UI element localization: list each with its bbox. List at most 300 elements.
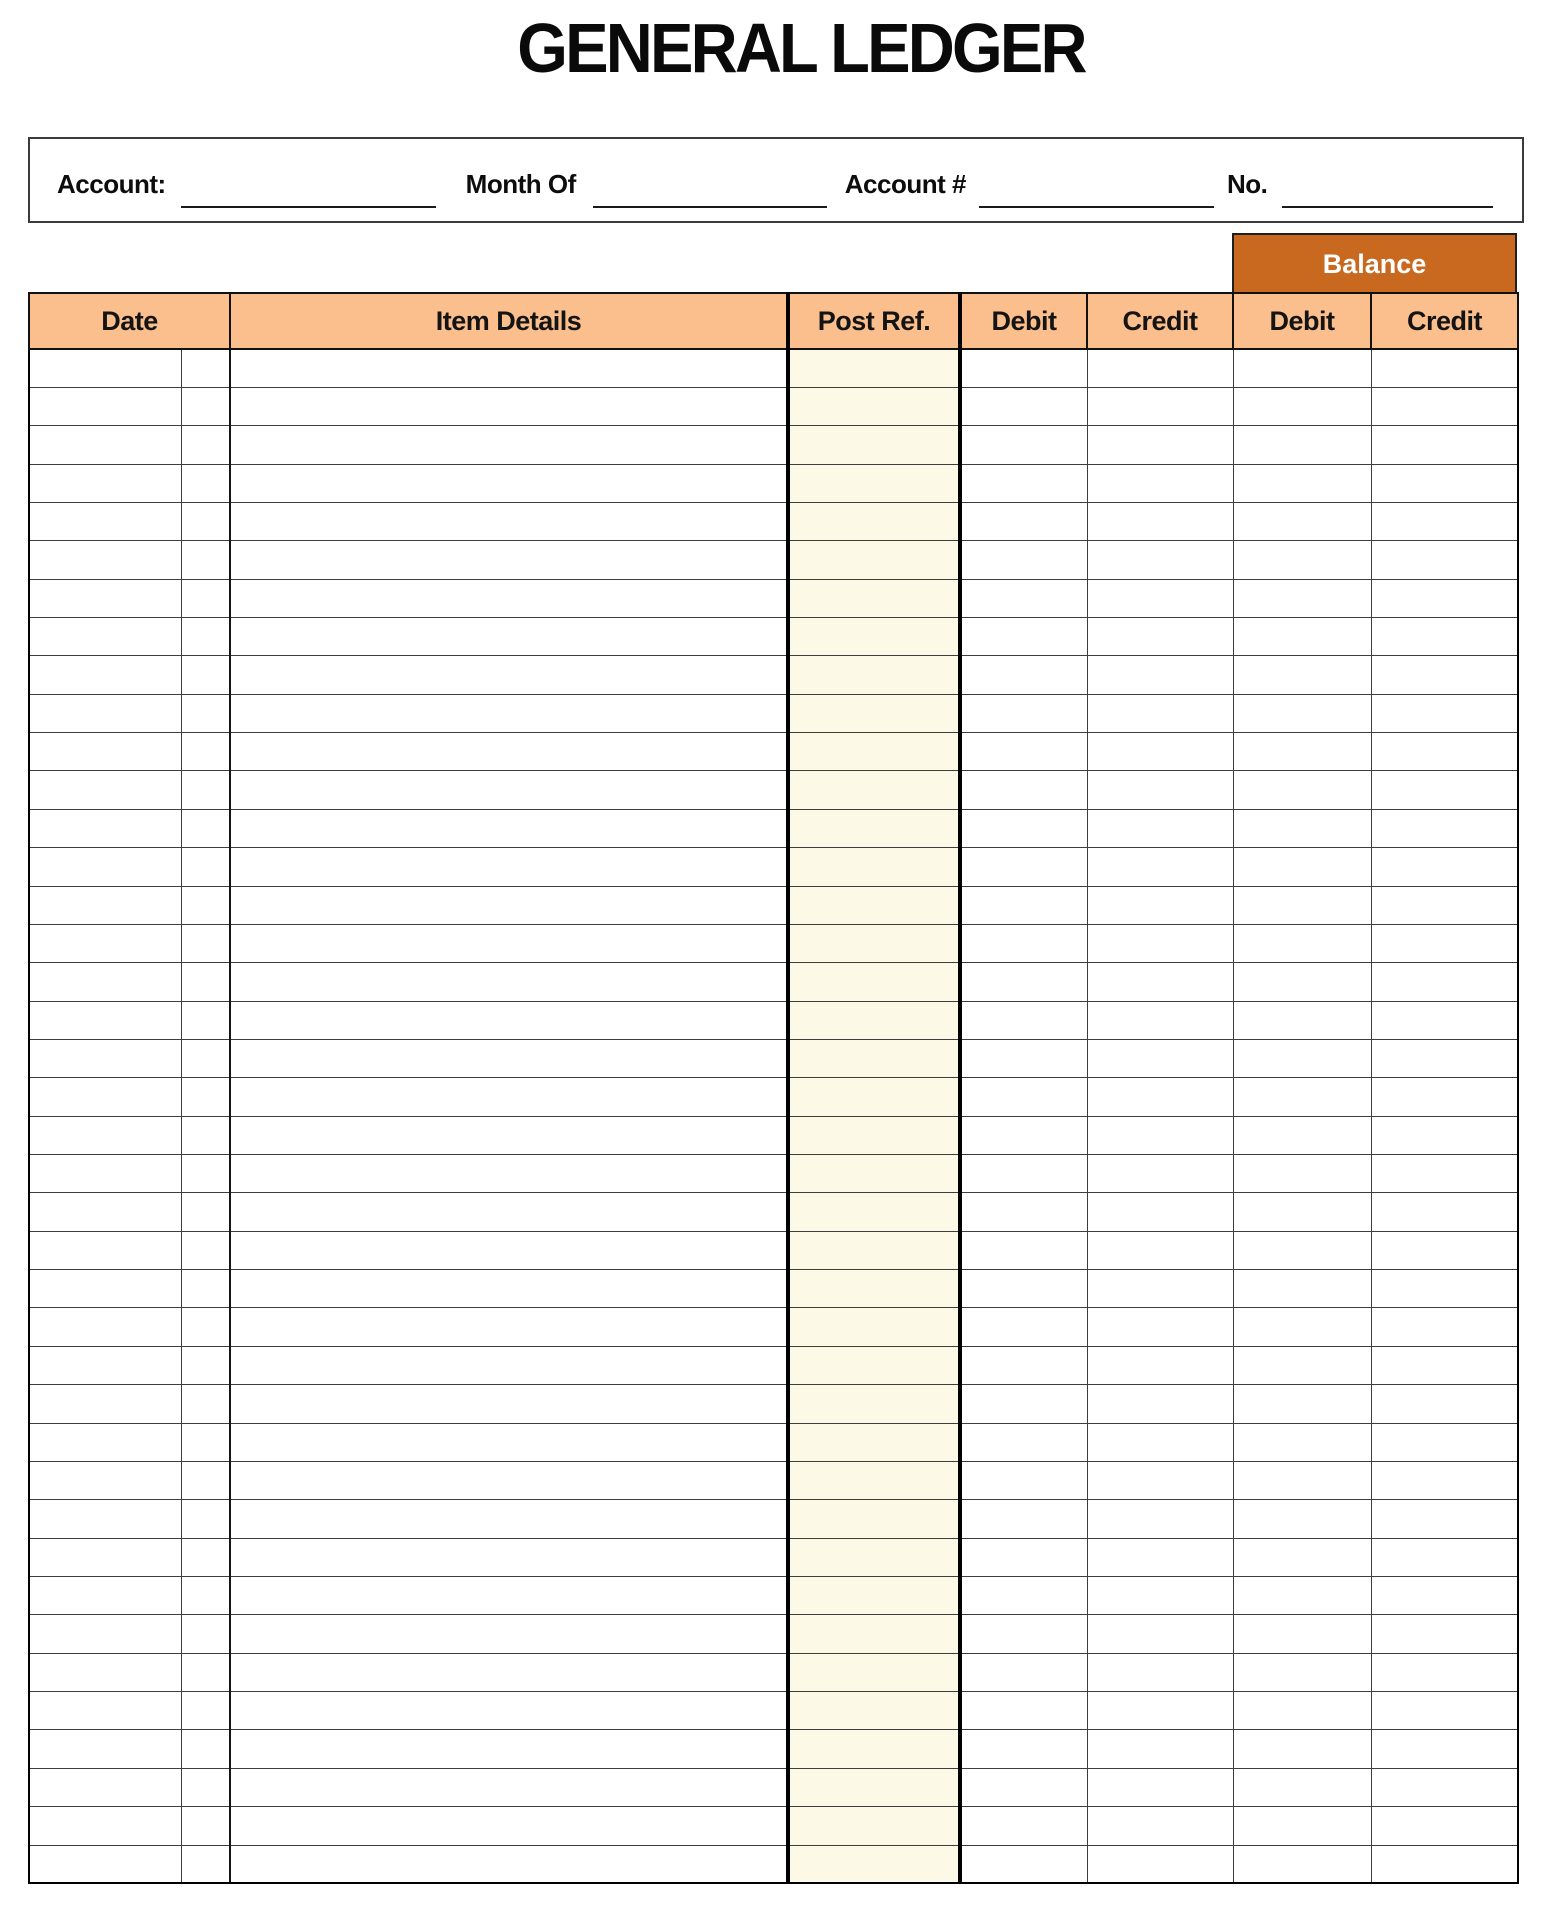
cell-date-day[interactable] bbox=[181, 1692, 230, 1730]
cell-item-details[interactable] bbox=[230, 1116, 788, 1154]
cell-debit[interactable] bbox=[960, 1730, 1087, 1768]
cell-credit[interactable] bbox=[1087, 924, 1233, 962]
cell-balance-credit[interactable] bbox=[1371, 1116, 1518, 1154]
cell-date-month[interactable] bbox=[29, 656, 181, 694]
cell-date-day[interactable] bbox=[181, 656, 230, 694]
cell-date-day[interactable] bbox=[181, 1423, 230, 1461]
cell-date-day[interactable] bbox=[181, 1039, 230, 1077]
cell-date-day[interactable] bbox=[181, 1001, 230, 1039]
cell-post-ref[interactable] bbox=[788, 618, 960, 656]
cell-credit[interactable] bbox=[1087, 694, 1233, 732]
cell-post-ref[interactable] bbox=[788, 1039, 960, 1077]
cell-item-details[interactable] bbox=[230, 349, 788, 387]
cell-balance-debit[interactable] bbox=[1233, 541, 1371, 579]
cell-debit[interactable] bbox=[960, 1116, 1087, 1154]
cell-balance-debit[interactable] bbox=[1233, 579, 1371, 617]
cell-date-month[interactable] bbox=[29, 1538, 181, 1576]
cell-item-details[interactable] bbox=[230, 1193, 788, 1231]
cell-debit[interactable] bbox=[960, 1078, 1087, 1116]
cell-item-details[interactable] bbox=[230, 1308, 788, 1346]
cell-credit[interactable] bbox=[1087, 1692, 1233, 1730]
cell-post-ref[interactable] bbox=[788, 1193, 960, 1231]
cell-date-day[interactable] bbox=[181, 1577, 230, 1615]
cell-balance-debit[interactable] bbox=[1233, 1768, 1371, 1806]
cell-debit[interactable] bbox=[960, 809, 1087, 847]
cell-post-ref[interactable] bbox=[788, 1346, 960, 1384]
cell-balance-debit[interactable] bbox=[1233, 1385, 1371, 1423]
cell-credit[interactable] bbox=[1087, 1078, 1233, 1116]
cell-item-details[interactable] bbox=[230, 1078, 788, 1116]
cell-credit[interactable] bbox=[1087, 426, 1233, 464]
cell-date-day[interactable] bbox=[181, 1078, 230, 1116]
cell-balance-debit[interactable] bbox=[1233, 1461, 1371, 1499]
cell-date-day[interactable] bbox=[181, 809, 230, 847]
cell-balance-credit[interactable] bbox=[1371, 1768, 1518, 1806]
cell-post-ref[interactable] bbox=[788, 1692, 960, 1730]
cell-date-month[interactable] bbox=[29, 618, 181, 656]
cell-post-ref[interactable] bbox=[788, 541, 960, 579]
cell-debit[interactable] bbox=[960, 771, 1087, 809]
cell-date-day[interactable] bbox=[181, 579, 230, 617]
cell-post-ref[interactable] bbox=[788, 1385, 960, 1423]
cell-credit[interactable] bbox=[1087, 1845, 1233, 1883]
cell-post-ref[interactable] bbox=[788, 1730, 960, 1768]
cell-credit[interactable] bbox=[1087, 1730, 1233, 1768]
cell-date-month[interactable] bbox=[29, 1231, 181, 1269]
cell-balance-credit[interactable] bbox=[1371, 733, 1518, 771]
cell-post-ref[interactable] bbox=[788, 426, 960, 464]
cell-post-ref[interactable] bbox=[788, 1270, 960, 1308]
cell-credit[interactable] bbox=[1087, 656, 1233, 694]
cell-balance-debit[interactable] bbox=[1233, 1692, 1371, 1730]
cell-debit[interactable] bbox=[960, 1768, 1087, 1806]
cell-credit[interactable] bbox=[1087, 1653, 1233, 1691]
cell-debit[interactable] bbox=[960, 1461, 1087, 1499]
cell-post-ref[interactable] bbox=[788, 1308, 960, 1346]
cell-item-details[interactable] bbox=[230, 1270, 788, 1308]
cell-balance-credit[interactable] bbox=[1371, 1692, 1518, 1730]
cell-balance-debit[interactable] bbox=[1233, 1807, 1371, 1845]
cell-item-details[interactable] bbox=[230, 656, 788, 694]
cell-debit[interactable] bbox=[960, 963, 1087, 1001]
cell-credit[interactable] bbox=[1087, 618, 1233, 656]
cell-date-month[interactable] bbox=[29, 848, 181, 886]
cell-date-month[interactable] bbox=[29, 502, 181, 540]
cell-credit[interactable] bbox=[1087, 1270, 1233, 1308]
cell-post-ref[interactable] bbox=[788, 1500, 960, 1538]
cell-balance-debit[interactable] bbox=[1233, 1577, 1371, 1615]
cell-post-ref[interactable] bbox=[788, 1001, 960, 1039]
cell-item-details[interactable] bbox=[230, 924, 788, 962]
cell-credit[interactable] bbox=[1087, 1385, 1233, 1423]
cell-balance-credit[interactable] bbox=[1371, 1730, 1518, 1768]
cell-date-day[interactable] bbox=[181, 1461, 230, 1499]
cell-post-ref[interactable] bbox=[788, 848, 960, 886]
cell-post-ref[interactable] bbox=[788, 771, 960, 809]
cell-debit[interactable] bbox=[960, 426, 1087, 464]
cell-balance-credit[interactable] bbox=[1371, 1500, 1518, 1538]
cell-credit[interactable] bbox=[1087, 1308, 1233, 1346]
cell-balance-credit[interactable] bbox=[1371, 1807, 1518, 1845]
cell-debit[interactable] bbox=[960, 349, 1087, 387]
cell-item-details[interactable] bbox=[230, 1730, 788, 1768]
cell-debit[interactable] bbox=[960, 886, 1087, 924]
cell-post-ref[interactable] bbox=[788, 694, 960, 732]
cell-date-month[interactable] bbox=[29, 579, 181, 617]
cell-credit[interactable] bbox=[1087, 733, 1233, 771]
cell-item-details[interactable] bbox=[230, 541, 788, 579]
cell-post-ref[interactable] bbox=[788, 387, 960, 425]
cell-date-month[interactable] bbox=[29, 464, 181, 502]
cell-date-day[interactable] bbox=[181, 924, 230, 962]
cell-debit[interactable] bbox=[960, 618, 1087, 656]
cell-balance-credit[interactable] bbox=[1371, 1538, 1518, 1576]
cell-balance-debit[interactable] bbox=[1233, 809, 1371, 847]
cell-debit[interactable] bbox=[960, 1270, 1087, 1308]
cell-balance-credit[interactable] bbox=[1371, 771, 1518, 809]
cell-post-ref[interactable] bbox=[788, 1538, 960, 1576]
cell-date-day[interactable] bbox=[181, 1385, 230, 1423]
cell-debit[interactable] bbox=[960, 1423, 1087, 1461]
cell-balance-credit[interactable] bbox=[1371, 1346, 1518, 1384]
cell-balance-debit[interactable] bbox=[1233, 1001, 1371, 1039]
cell-date-day[interactable] bbox=[181, 1538, 230, 1576]
cell-debit[interactable] bbox=[960, 1231, 1087, 1269]
cell-balance-debit[interactable] bbox=[1233, 656, 1371, 694]
cell-post-ref[interactable] bbox=[788, 579, 960, 617]
cell-date-month[interactable] bbox=[29, 1039, 181, 1077]
cell-date-day[interactable] bbox=[181, 886, 230, 924]
cell-balance-debit[interactable] bbox=[1233, 848, 1371, 886]
cell-date-month[interactable] bbox=[29, 349, 181, 387]
cell-balance-debit[interactable] bbox=[1233, 1845, 1371, 1883]
cell-post-ref[interactable] bbox=[788, 733, 960, 771]
cell-post-ref[interactable] bbox=[788, 886, 960, 924]
cell-date-day[interactable] bbox=[181, 1845, 230, 1883]
cell-post-ref[interactable] bbox=[788, 1845, 960, 1883]
cell-item-details[interactable] bbox=[230, 618, 788, 656]
cell-date-day[interactable] bbox=[181, 771, 230, 809]
cell-date-month[interactable] bbox=[29, 924, 181, 962]
cell-balance-credit[interactable] bbox=[1371, 1193, 1518, 1231]
cell-balance-credit[interactable] bbox=[1371, 1461, 1518, 1499]
cell-post-ref[interactable] bbox=[788, 464, 960, 502]
cell-credit[interactable] bbox=[1087, 349, 1233, 387]
cell-balance-debit[interactable] bbox=[1233, 1615, 1371, 1653]
cell-item-details[interactable] bbox=[230, 387, 788, 425]
cell-credit[interactable] bbox=[1087, 1039, 1233, 1077]
cell-balance-debit[interactable] bbox=[1233, 1538, 1371, 1576]
cell-balance-credit[interactable] bbox=[1371, 963, 1518, 1001]
cell-balance-debit[interactable] bbox=[1233, 1193, 1371, 1231]
cell-item-details[interactable] bbox=[230, 1385, 788, 1423]
cell-date-month[interactable] bbox=[29, 1116, 181, 1154]
cell-balance-debit[interactable] bbox=[1233, 1116, 1371, 1154]
cell-item-details[interactable] bbox=[230, 809, 788, 847]
cell-date-month[interactable] bbox=[29, 1423, 181, 1461]
cell-balance-credit[interactable] bbox=[1371, 1653, 1518, 1691]
cell-credit[interactable] bbox=[1087, 1615, 1233, 1653]
cell-item-details[interactable] bbox=[230, 886, 788, 924]
cell-credit[interactable] bbox=[1087, 1500, 1233, 1538]
cell-date-day[interactable] bbox=[181, 1730, 230, 1768]
cell-credit[interactable] bbox=[1087, 809, 1233, 847]
cell-balance-credit[interactable] bbox=[1371, 502, 1518, 540]
cell-item-details[interactable] bbox=[230, 694, 788, 732]
cell-date-day[interactable] bbox=[181, 1270, 230, 1308]
cell-date-month[interactable] bbox=[29, 426, 181, 464]
cell-debit[interactable] bbox=[960, 848, 1087, 886]
cell-balance-debit[interactable] bbox=[1233, 1231, 1371, 1269]
cell-balance-debit[interactable] bbox=[1233, 502, 1371, 540]
cell-balance-credit[interactable] bbox=[1371, 1078, 1518, 1116]
cell-credit[interactable] bbox=[1087, 1461, 1233, 1499]
cell-credit[interactable] bbox=[1087, 541, 1233, 579]
cell-post-ref[interactable] bbox=[788, 1078, 960, 1116]
cell-debit[interactable] bbox=[960, 656, 1087, 694]
cell-credit[interactable] bbox=[1087, 1807, 1233, 1845]
cell-balance-debit[interactable] bbox=[1233, 426, 1371, 464]
no-input-line[interactable] bbox=[1282, 206, 1493, 208]
cell-item-details[interactable] bbox=[230, 579, 788, 617]
cell-item-details[interactable] bbox=[230, 1615, 788, 1653]
cell-balance-debit[interactable] bbox=[1233, 963, 1371, 1001]
cell-credit[interactable] bbox=[1087, 1001, 1233, 1039]
cell-post-ref[interactable] bbox=[788, 1155, 960, 1193]
cell-balance-debit[interactable] bbox=[1233, 733, 1371, 771]
cell-credit[interactable] bbox=[1087, 848, 1233, 886]
cell-credit[interactable] bbox=[1087, 1193, 1233, 1231]
cell-post-ref[interactable] bbox=[788, 924, 960, 962]
cell-item-details[interactable] bbox=[230, 1653, 788, 1691]
cell-credit[interactable] bbox=[1087, 1155, 1233, 1193]
cell-date-day[interactable] bbox=[181, 1768, 230, 1806]
cell-date-month[interactable] bbox=[29, 963, 181, 1001]
cell-balance-debit[interactable] bbox=[1233, 1270, 1371, 1308]
cell-balance-credit[interactable] bbox=[1371, 809, 1518, 847]
cell-date-day[interactable] bbox=[181, 694, 230, 732]
cell-balance-debit[interactable] bbox=[1233, 387, 1371, 425]
cell-debit[interactable] bbox=[960, 1615, 1087, 1653]
cell-post-ref[interactable] bbox=[788, 1653, 960, 1691]
cell-date-month[interactable] bbox=[29, 694, 181, 732]
cell-date-month[interactable] bbox=[29, 1346, 181, 1384]
cell-debit[interactable] bbox=[960, 694, 1087, 732]
cell-item-details[interactable] bbox=[230, 1346, 788, 1384]
cell-item-details[interactable] bbox=[230, 1807, 788, 1845]
cell-date-day[interactable] bbox=[181, 1116, 230, 1154]
account-input-line[interactable] bbox=[181, 206, 436, 208]
cell-date-month[interactable] bbox=[29, 1461, 181, 1499]
cell-post-ref[interactable] bbox=[788, 1461, 960, 1499]
cell-debit[interactable] bbox=[960, 502, 1087, 540]
cell-item-details[interactable] bbox=[230, 426, 788, 464]
cell-post-ref[interactable] bbox=[788, 1577, 960, 1615]
cell-credit[interactable] bbox=[1087, 387, 1233, 425]
cell-balance-debit[interactable] bbox=[1233, 1039, 1371, 1077]
cell-date-day[interactable] bbox=[181, 464, 230, 502]
cell-date-day[interactable] bbox=[181, 1807, 230, 1845]
cell-item-details[interactable] bbox=[230, 464, 788, 502]
cell-item-details[interactable] bbox=[230, 848, 788, 886]
cell-date-month[interactable] bbox=[29, 809, 181, 847]
cell-balance-credit[interactable] bbox=[1371, 579, 1518, 617]
cell-item-details[interactable] bbox=[230, 1768, 788, 1806]
cell-debit[interactable] bbox=[960, 579, 1087, 617]
cell-item-details[interactable] bbox=[230, 1538, 788, 1576]
cell-date-day[interactable] bbox=[181, 1231, 230, 1269]
cell-item-details[interactable] bbox=[230, 733, 788, 771]
cell-date-month[interactable] bbox=[29, 1615, 181, 1653]
cell-balance-credit[interactable] bbox=[1371, 1039, 1518, 1077]
cell-post-ref[interactable] bbox=[788, 349, 960, 387]
cell-date-month[interactable] bbox=[29, 1845, 181, 1883]
cell-credit[interactable] bbox=[1087, 1231, 1233, 1269]
cell-balance-credit[interactable] bbox=[1371, 387, 1518, 425]
cell-debit[interactable] bbox=[960, 1845, 1087, 1883]
cell-date-day[interactable] bbox=[181, 349, 230, 387]
cell-date-month[interactable] bbox=[29, 1385, 181, 1423]
cell-debit[interactable] bbox=[960, 464, 1087, 502]
cell-debit[interactable] bbox=[960, 924, 1087, 962]
cell-credit[interactable] bbox=[1087, 464, 1233, 502]
cell-post-ref[interactable] bbox=[788, 1116, 960, 1154]
cell-item-details[interactable] bbox=[230, 1461, 788, 1499]
cell-balance-credit[interactable] bbox=[1371, 1001, 1518, 1039]
cell-date-month[interactable] bbox=[29, 1807, 181, 1845]
cell-post-ref[interactable] bbox=[788, 1807, 960, 1845]
cell-balance-credit[interactable] bbox=[1371, 924, 1518, 962]
cell-balance-credit[interactable] bbox=[1371, 1231, 1518, 1269]
cell-balance-credit[interactable] bbox=[1371, 1615, 1518, 1653]
cell-date-day[interactable] bbox=[181, 963, 230, 1001]
cell-balance-credit[interactable] bbox=[1371, 1845, 1518, 1883]
cell-credit[interactable] bbox=[1087, 502, 1233, 540]
cell-balance-credit[interactable] bbox=[1371, 1308, 1518, 1346]
cell-date-month[interactable] bbox=[29, 387, 181, 425]
cell-credit[interactable] bbox=[1087, 1116, 1233, 1154]
account-number-input-line[interactable] bbox=[979, 206, 1214, 208]
cell-balance-debit[interactable] bbox=[1233, 886, 1371, 924]
month-of-input-line[interactable] bbox=[593, 206, 827, 208]
cell-balance-credit[interactable] bbox=[1371, 464, 1518, 502]
cell-item-details[interactable] bbox=[230, 1845, 788, 1883]
cell-date-day[interactable] bbox=[181, 1653, 230, 1691]
cell-balance-debit[interactable] bbox=[1233, 924, 1371, 962]
cell-balance-debit[interactable] bbox=[1233, 1423, 1371, 1461]
cell-credit[interactable] bbox=[1087, 1346, 1233, 1384]
cell-date-month[interactable] bbox=[29, 886, 181, 924]
cell-item-details[interactable] bbox=[230, 963, 788, 1001]
cell-balance-credit[interactable] bbox=[1371, 848, 1518, 886]
cell-date-month[interactable] bbox=[29, 1500, 181, 1538]
cell-balance-credit[interactable] bbox=[1371, 618, 1518, 656]
cell-balance-debit[interactable] bbox=[1233, 1346, 1371, 1384]
cell-item-details[interactable] bbox=[230, 771, 788, 809]
cell-item-details[interactable] bbox=[230, 1231, 788, 1269]
cell-debit[interactable] bbox=[960, 1577, 1087, 1615]
cell-date-day[interactable] bbox=[181, 426, 230, 464]
cell-date-day[interactable] bbox=[181, 1193, 230, 1231]
cell-date-day[interactable] bbox=[181, 1346, 230, 1384]
cell-debit[interactable] bbox=[960, 1308, 1087, 1346]
cell-date-month[interactable] bbox=[29, 1577, 181, 1615]
cell-item-details[interactable] bbox=[230, 1155, 788, 1193]
cell-date-month[interactable] bbox=[29, 1078, 181, 1116]
cell-credit[interactable] bbox=[1087, 771, 1233, 809]
cell-balance-debit[interactable] bbox=[1233, 464, 1371, 502]
cell-date-day[interactable] bbox=[181, 1500, 230, 1538]
cell-balance-credit[interactable] bbox=[1371, 1577, 1518, 1615]
cell-item-details[interactable] bbox=[230, 1692, 788, 1730]
cell-credit[interactable] bbox=[1087, 963, 1233, 1001]
cell-credit[interactable] bbox=[1087, 1423, 1233, 1461]
cell-debit[interactable] bbox=[960, 387, 1087, 425]
cell-debit[interactable] bbox=[960, 1538, 1087, 1576]
cell-debit[interactable] bbox=[960, 1500, 1087, 1538]
cell-credit[interactable] bbox=[1087, 1577, 1233, 1615]
cell-item-details[interactable] bbox=[230, 1577, 788, 1615]
cell-date-month[interactable] bbox=[29, 1155, 181, 1193]
cell-balance-credit[interactable] bbox=[1371, 426, 1518, 464]
cell-date-month[interactable] bbox=[29, 1308, 181, 1346]
cell-balance-debit[interactable] bbox=[1233, 1078, 1371, 1116]
cell-date-day[interactable] bbox=[181, 541, 230, 579]
cell-item-details[interactable] bbox=[230, 1500, 788, 1538]
cell-date-day[interactable] bbox=[181, 1308, 230, 1346]
cell-debit[interactable] bbox=[960, 541, 1087, 579]
cell-date-month[interactable] bbox=[29, 733, 181, 771]
cell-item-details[interactable] bbox=[230, 1423, 788, 1461]
cell-debit[interactable] bbox=[960, 1807, 1087, 1845]
cell-debit[interactable] bbox=[960, 1001, 1087, 1039]
cell-debit[interactable] bbox=[960, 733, 1087, 771]
cell-post-ref[interactable] bbox=[788, 1615, 960, 1653]
cell-item-details[interactable] bbox=[230, 1001, 788, 1039]
cell-date-day[interactable] bbox=[181, 1155, 230, 1193]
cell-credit[interactable] bbox=[1087, 579, 1233, 617]
cell-post-ref[interactable] bbox=[788, 502, 960, 540]
cell-debit[interactable] bbox=[960, 1346, 1087, 1384]
cell-debit[interactable] bbox=[960, 1385, 1087, 1423]
cell-balance-debit[interactable] bbox=[1233, 1308, 1371, 1346]
cell-credit[interactable] bbox=[1087, 1538, 1233, 1576]
cell-debit[interactable] bbox=[960, 1653, 1087, 1691]
cell-date-month[interactable] bbox=[29, 771, 181, 809]
cell-balance-credit[interactable] bbox=[1371, 541, 1518, 579]
cell-balance-credit[interactable] bbox=[1371, 349, 1518, 387]
cell-balance-credit[interactable] bbox=[1371, 1270, 1518, 1308]
cell-balance-debit[interactable] bbox=[1233, 771, 1371, 809]
cell-date-month[interactable] bbox=[29, 1193, 181, 1231]
cell-date-month[interactable] bbox=[29, 1653, 181, 1691]
cell-balance-credit[interactable] bbox=[1371, 1155, 1518, 1193]
cell-balance-debit[interactable] bbox=[1233, 1653, 1371, 1691]
cell-credit[interactable] bbox=[1087, 1768, 1233, 1806]
cell-balance-debit[interactable] bbox=[1233, 618, 1371, 656]
cell-post-ref[interactable] bbox=[788, 1768, 960, 1806]
cell-debit[interactable] bbox=[960, 1039, 1087, 1077]
cell-balance-debit[interactable] bbox=[1233, 694, 1371, 732]
cell-balance-credit[interactable] bbox=[1371, 1385, 1518, 1423]
cell-date-day[interactable] bbox=[181, 502, 230, 540]
cell-post-ref[interactable] bbox=[788, 656, 960, 694]
cell-post-ref[interactable] bbox=[788, 1423, 960, 1461]
cell-credit[interactable] bbox=[1087, 886, 1233, 924]
cell-post-ref[interactable] bbox=[788, 963, 960, 1001]
cell-balance-credit[interactable] bbox=[1371, 656, 1518, 694]
cell-balance-debit[interactable] bbox=[1233, 349, 1371, 387]
